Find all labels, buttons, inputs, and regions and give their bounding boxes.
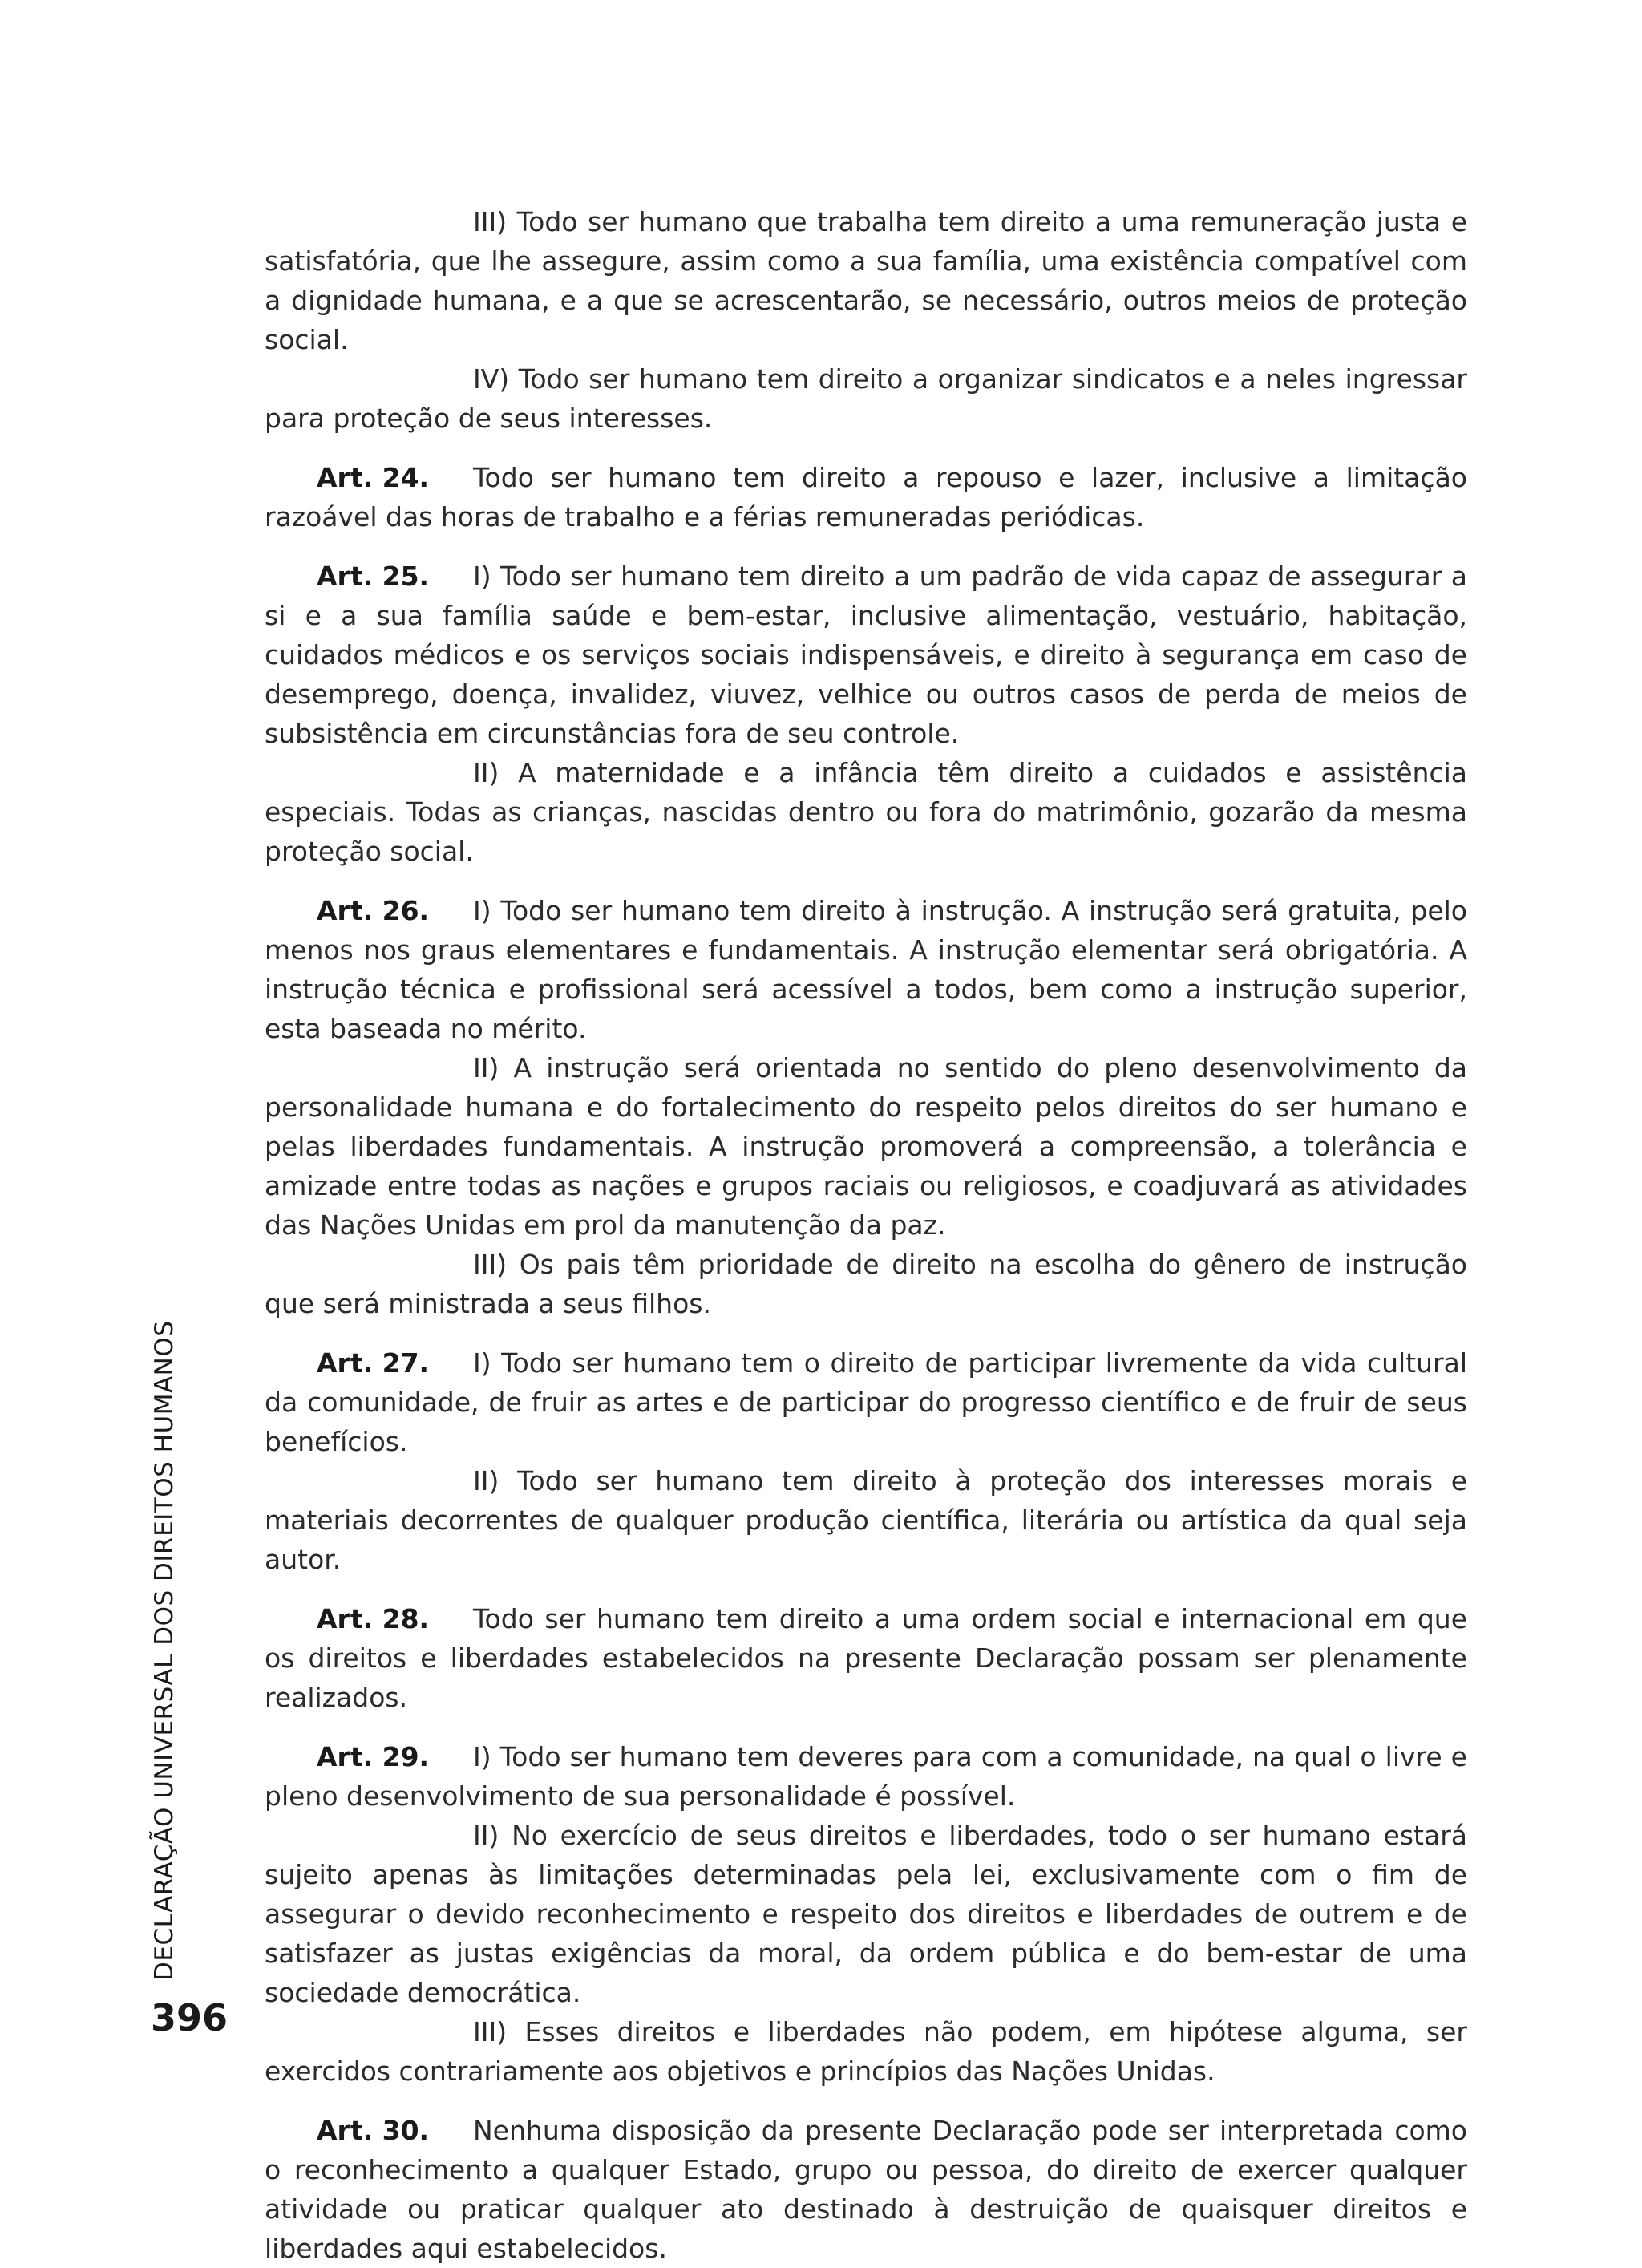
article-25 (265, 557, 1467, 871)
article-paragraph (265, 458, 1467, 537)
page-number: 396 (151, 1996, 229, 2039)
article-paragraph (265, 1343, 1467, 1461)
article-text: I) Todo ser humano tem direito a um padrão de vida capaz de assegurar a si e a sua família saúde e bem-estar, inclusive alimentação, vestuário, habitação, cuidados médicos e os serviços sociais indispensáveis, e direito à segurança em caso de desemprego, doença, invalidez, viuvez, velhice ou outros casos de perda de meios de subsistência em circunstâncias fora de seu controle. (265, 561, 1467, 749)
article-label: Art. 24. (317, 462, 430, 493)
article-text: I) Todo ser humano tem deveres para com a comunidade, na qual o livre e pleno desenvolvimento de sua personalidade é possível. (265, 1741, 1467, 1812)
article-item: II) A instrução será orientada no sentido do pleno desenvolvimento da personalidade humana e do fortalecimento do respeito pelos direitos do ser humano e pelas liberdades fundamentais. A instrução promoverá a compreensão, a tolerância e amizade entre todas as nações e grupos raciais ou religiosos, e coadjuvará as atividades das Nações Unidas em prol da manutenção da paz. (265, 1052, 1467, 1241)
intro-section (265, 202, 1467, 438)
article-label: Art. 28. (317, 1603, 430, 1634)
article-text: Todo ser humano tem direito a repouso e lazer, inclusive a limitação razoável das horas de trabalho e a férias remuneradas periódicas. (265, 462, 1467, 533)
article-item: III) Os pais têm prioridade de direito na escolha do gênero de instrução que será ministrada a seus filhos. (265, 1249, 1467, 1319)
article-text: I) Todo ser humano tem direito à instrução. A instrução será gratuita, pelo menos nos graus elementares e fundamentais. A instrução elementar será obrigatória. A instrução técnica e profissional será acessível a todos, bem como a instrução superior, esta baseada no mérito. (265, 895, 1467, 1044)
article-item: III) Esses direitos e liberdades não podem, em hipótese alguma, ser exercidos contrariamente aos objetivos e princípios das Nações Unidas. (265, 2016, 1467, 2087)
article-item: II) A maternidade e a infância têm direito a cuidados e assistência especiais. Todas as crianças, nascidas dentro ou fora do matrimônio, gozarão da mesma proteção social. (265, 757, 1467, 867)
article-label: Art. 30. (317, 2115, 430, 2146)
article-paragraph (265, 557, 1467, 753)
article-item: II) Todo ser humano tem direito à proteção dos interesses morais e materiais decorrentes de qualquer produção científica, literária ou artística da qual seja autor. (265, 1465, 1467, 1575)
article-item: II) No exercício de seus direitos e liberdades, todo o ser humano estará sujeito apenas às limitações determinadas pela lei, exclusivamente com o fim de assegurar o devido reconhecimento e respeito dos direitos e liberdades de outrem e de satisfazer as justas exigências da moral, da ordem pública e do bem-estar de uma sociedade democrática. (265, 1820, 1467, 2008)
article-paragraph (265, 1599, 1467, 1717)
article-28 (265, 1599, 1467, 1717)
intro-paragraph-4: IV) Todo ser humano tem direito a organizar sindicatos e a neles ingressar para proteção de seus interesses. (265, 363, 1467, 434)
article-text: I) Todo ser humano tem o direito de participar livremente da vida cultural da comunidade, de fruir as artes e de participar do progresso científico e de fruir de seus benefícios. (265, 1347, 1467, 1457)
article-27 (265, 1343, 1467, 1579)
article-paragraph (265, 1737, 1467, 1816)
article-text: Todo ser humano tem direito a uma ordem social e internacional em que os direitos e liberdades estabelecidos na presente Declaração possam ser plenamente realizados. (265, 1603, 1467, 1713)
article-label: Art. 27. (317, 1347, 430, 1379)
article-text: Nenhuma disposição da presente Declaração pode ser interpretada como o reconhecimento a qualquer Estado, grupo ou pessoa, do direito de exercer qualquer atividade ou praticar qualquer ato destinado à destruição de quaisquer direitos e liberdades aqui estabelecidos. (265, 2115, 1467, 2264)
article-paragraph (265, 2111, 1467, 2268)
article-26 (265, 891, 1467, 1323)
article-29 (265, 1737, 1467, 2091)
article-label: Art. 25. (317, 561, 430, 592)
article-24 (265, 458, 1467, 537)
intro-paragraph-3: III) Todo ser humano que trabalha tem direito a uma remuneração justa e satisfatória, que lhe assegure, assim como a sua família, uma existência compatível com a dignidade humana, e a que se acrescentarão, se necessário, outros meios de proteção social. (265, 206, 1467, 355)
running-title: DECLARAÇÃO UNIVERSAL DOS DIREITOS HUMANOS (150, 1320, 179, 1981)
article-30 (265, 2111, 1467, 2268)
body-text (265, 202, 1467, 2268)
article-paragraph (265, 891, 1467, 1048)
article-label: Art. 29. (317, 1741, 430, 1772)
article-label: Art. 26. (317, 895, 430, 926)
